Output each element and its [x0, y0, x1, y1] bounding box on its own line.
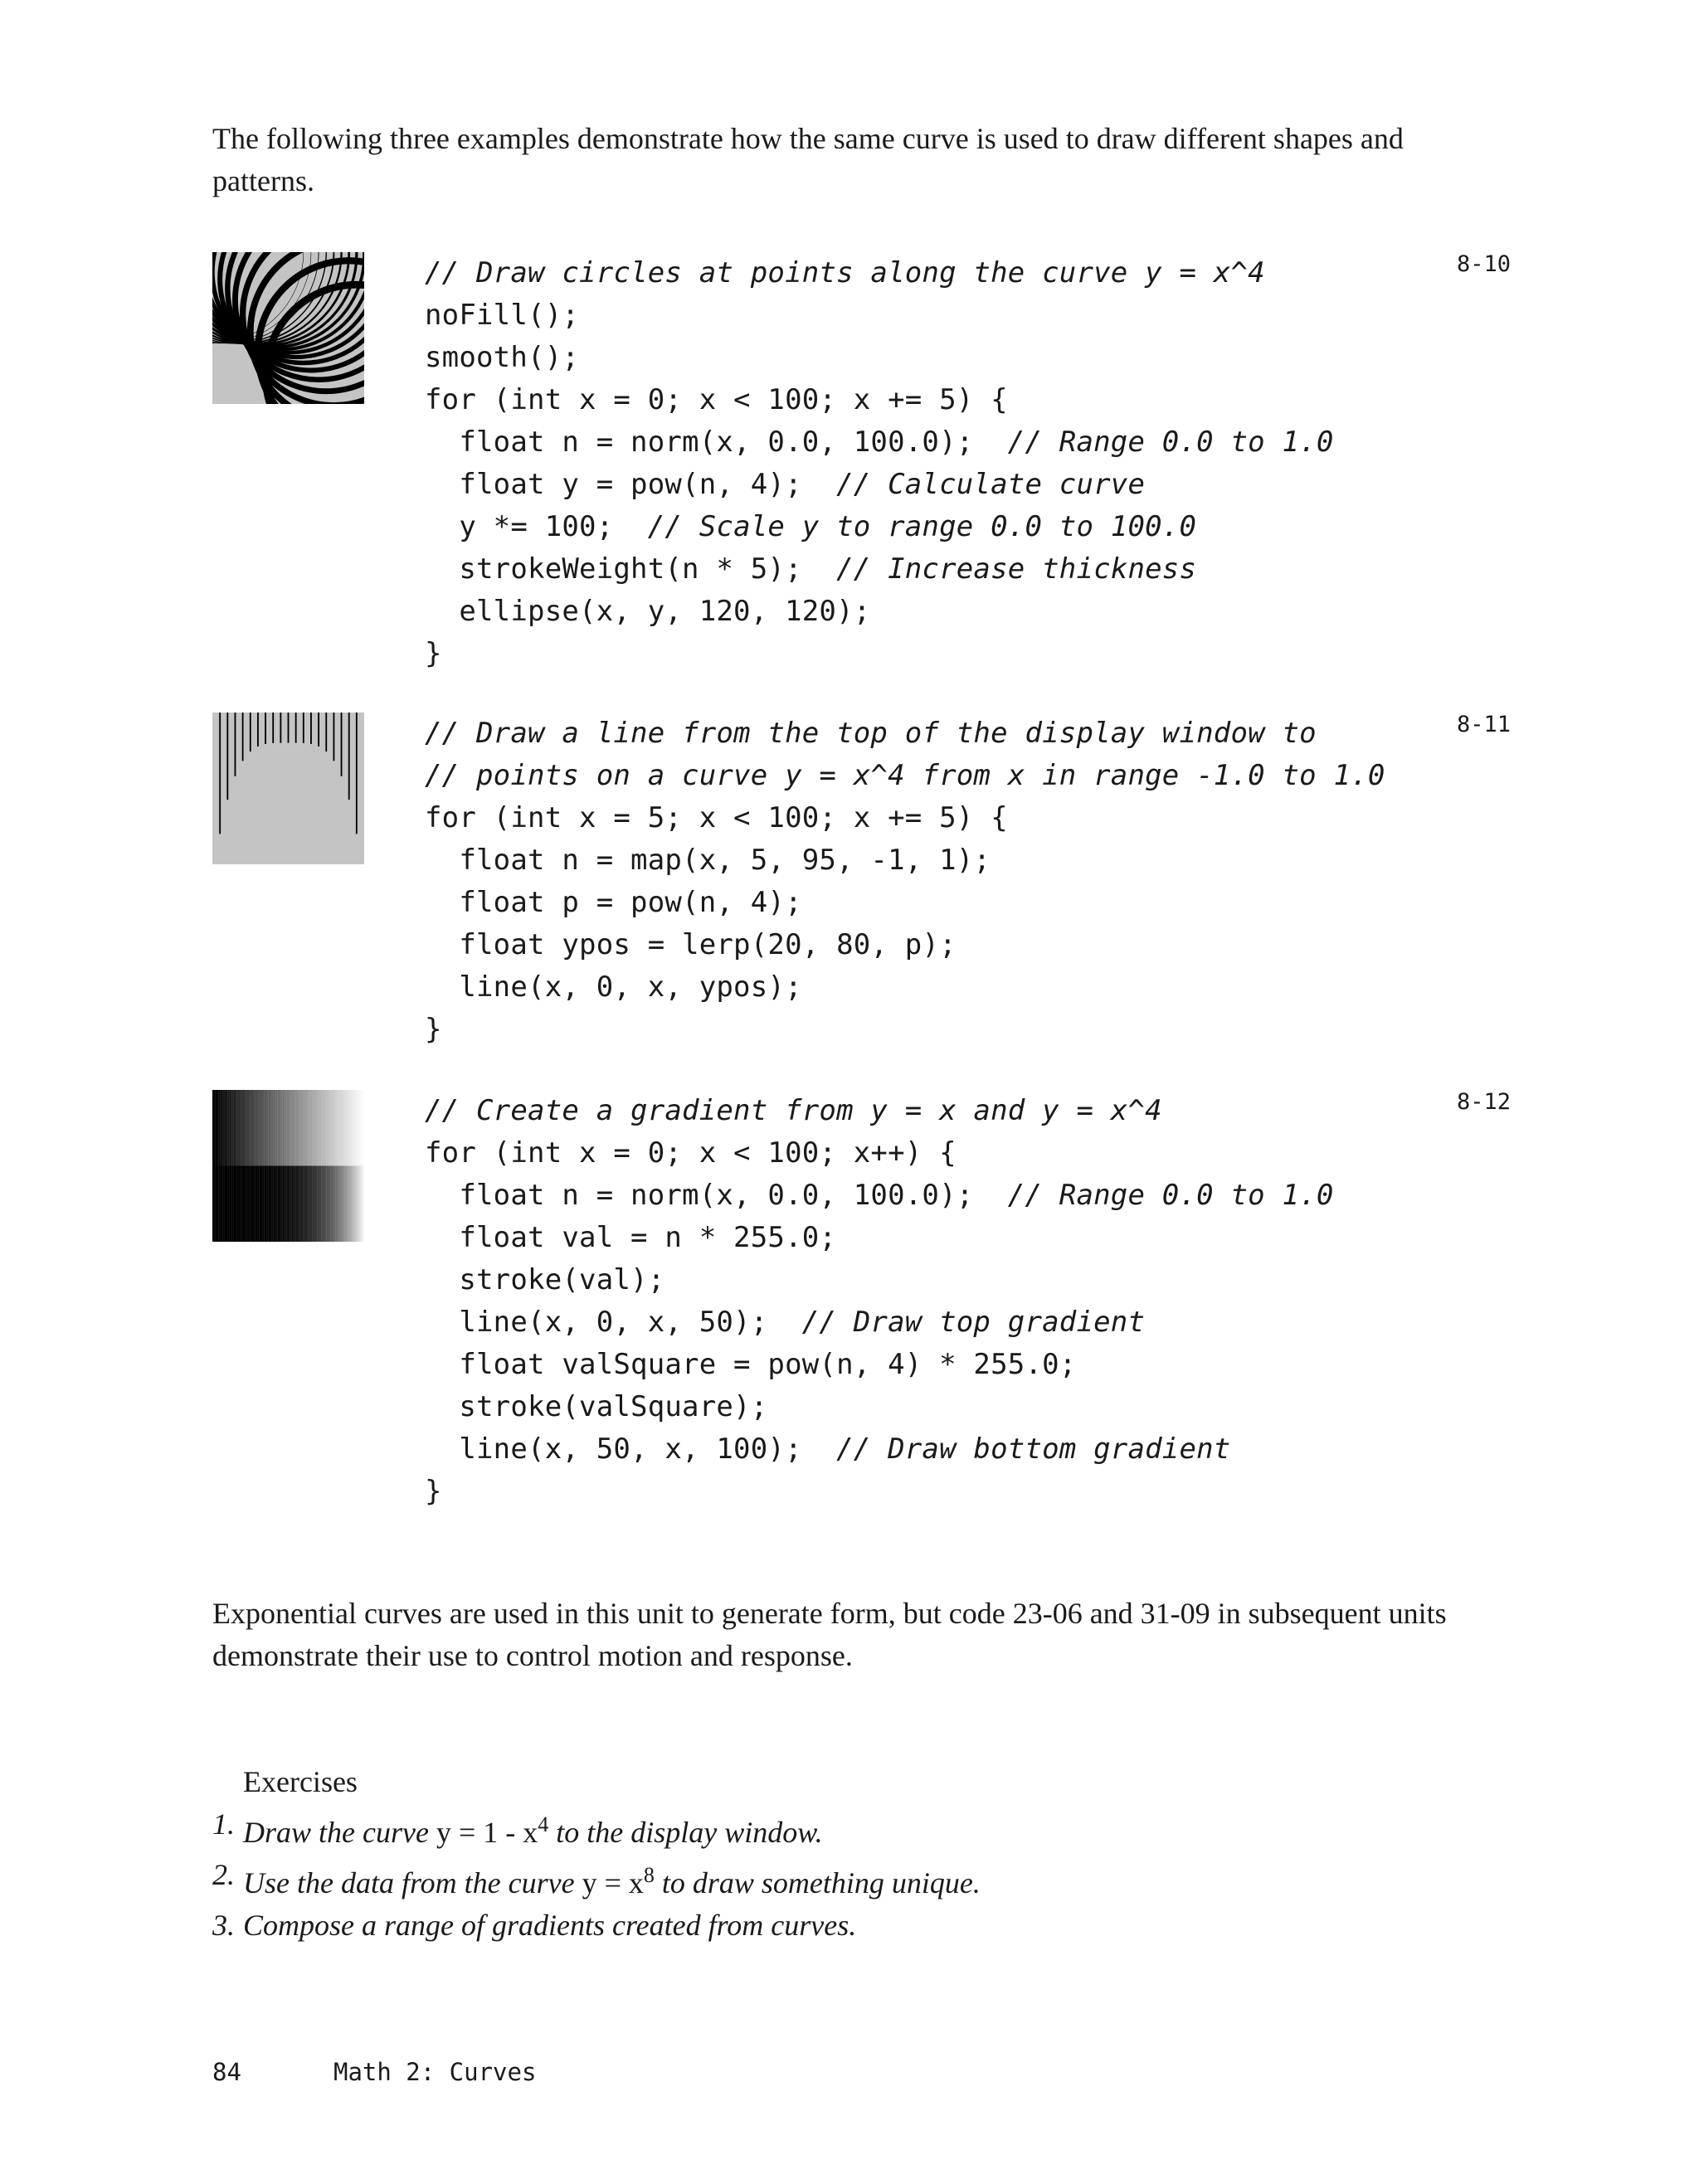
code-text: stroke(valSquare);: [425, 1390, 768, 1423]
code-comment: // Draw top gradient: [801, 1306, 1146, 1339]
code-text: line(x, 50, x, 100);: [425, 1432, 837, 1466]
code-line: [425, 633, 1334, 675]
exercise-pre: Use the data from the curve: [243, 1866, 582, 1899]
code-line: [425, 1344, 1334, 1386]
example-number: 8-11: [1457, 712, 1512, 737]
code-line: [425, 464, 1334, 506]
code-line: [425, 1090, 1334, 1132]
exercise-item: [212, 1854, 1540, 1904]
exercise-n: 2.: [212, 1858, 235, 1891]
exercise-post: to draw something unique.: [654, 1866, 981, 1899]
code-line: [425, 506, 1334, 548]
code-line: [425, 797, 1385, 839]
code-comment: // Calculate curve: [836, 468, 1146, 501]
lines-curve-thumbnail: [212, 713, 364, 864]
code-text: for (int x = 5; x < 100; x += 5) {: [425, 801, 1008, 834]
exercise-post: to the display window.: [548, 1816, 823, 1849]
exercise-sup: 4: [538, 1812, 549, 1836]
code-text: float n = map(x, 5, 95, -1, 1);: [425, 844, 991, 877]
exercises-list: [212, 1803, 1540, 1947]
example-number: 8-10: [1457, 251, 1512, 277]
exercise-formula: y = x: [582, 1866, 644, 1899]
code-comment: // Draw a line from the top of the display window to: [425, 717, 1317, 750]
code-line: [425, 294, 1334, 337]
code-text: float n = norm(x, 0.0, 100.0);: [425, 1179, 1008, 1212]
exercise-n: 1.: [212, 1807, 235, 1841]
code-line: [425, 839, 1385, 882]
code-comment: // Create a gradient from y = x and y = x^4: [425, 1094, 1162, 1127]
code-line: [425, 1301, 1334, 1344]
code-text: ellipse(x, y, 120, 120);: [425, 595, 871, 628]
code-line: [425, 1259, 1334, 1301]
code-line: [425, 1009, 1385, 1051]
code-line: [425, 548, 1334, 591]
code-text: float ypos = lerp(20, 80, p);: [425, 928, 957, 961]
code-line: [425, 882, 1385, 924]
code-comment: // Scale y to range 0.0 to 100.0: [647, 510, 1197, 543]
code-line: [425, 1132, 1334, 1175]
code-comment: // Increase thickness: [836, 552, 1197, 586]
code-text: float n = norm(x, 0.0, 100.0);: [425, 426, 1008, 459]
code-line: [425, 421, 1334, 464]
section-title: Math 2: Curves: [333, 2058, 537, 2086]
exercise-item: [212, 1904, 1540, 1947]
code-comment: // Range 0.0 to 1.0: [1007, 426, 1334, 459]
code-line: [425, 1471, 1334, 1513]
code-text: }: [425, 1475, 442, 1508]
code-line: [425, 924, 1385, 966]
code-block-8-12: [425, 1090, 1334, 1513]
code-line: [425, 1217, 1334, 1259]
code-line: [425, 379, 1334, 421]
code-text: float val = n * 255.0;: [425, 1221, 837, 1254]
code-line: [425, 1428, 1334, 1471]
code-line: [425, 337, 1334, 379]
exercises-section: [212, 1761, 1540, 1947]
code-comment: // Draw circles at points along the curve y = x^4: [425, 256, 1265, 289]
code-text: float p = pow(n, 4);: [425, 886, 802, 919]
page-number: 84: [212, 2058, 241, 2086]
code-text: noFill();: [425, 299, 580, 332]
exercise-formula: y = 1 - x: [436, 1816, 538, 1849]
code-text: line(x, 0, x, ypos);: [425, 970, 802, 1004]
exercise-pre: Compose a range of gradients created from curves.: [243, 1909, 857, 1942]
code-text: for (int x = 0; x < 100; x += 5) {: [425, 383, 1008, 416]
code-line: [425, 755, 1385, 797]
gradient-thumbnail: [212, 1090, 364, 1242]
code-comment: // Draw bottom gradient: [836, 1432, 1231, 1466]
exercise-item: [212, 1803, 1540, 1854]
code-block-8-10: [425, 252, 1334, 675]
example-number: 8-12: [1457, 1089, 1512, 1115]
code-comment: // points on a curve y = x^4 from x in range -1.0 to 1.0: [425, 759, 1385, 792]
code-line: [425, 591, 1334, 633]
code-block-8-11: [425, 713, 1385, 1051]
code-line: [425, 252, 1334, 294]
circles-curve-thumbnail: [212, 252, 364, 404]
code-text: smooth();: [425, 341, 580, 374]
intro-paragraph: The following three examples demonstrate how the same curve is used to draw different shapes and patterns.: [212, 122, 1404, 197]
code-text: y *= 100;: [425, 510, 648, 543]
code-text: strokeWeight(n * 5);: [425, 552, 837, 586]
outro-paragraph: Exponential curves are used in this unit to generate form, but code 23-06 and 31-09 in subsequent units demonstrate their use to control motion and response.: [212, 1597, 1447, 1672]
code-line: [425, 1175, 1334, 1217]
exercise-n: 3.: [212, 1909, 235, 1942]
code-text: float valSquare = pow(n, 4) * 255.0;: [425, 1348, 1077, 1381]
code-text: line(x, 0, x, 50);: [425, 1306, 802, 1339]
exercise-sup: 8: [643, 1863, 655, 1887]
code-text: float y = pow(n, 4);: [425, 468, 837, 501]
code-text: for (int x = 0; x < 100; x++) {: [425, 1136, 957, 1170]
code-line: [425, 713, 1385, 755]
code-line: [425, 1386, 1334, 1428]
exercise-pre: Draw the curve: [243, 1816, 436, 1849]
code-line: [425, 966, 1385, 1009]
code-text: }: [425, 637, 442, 670]
code-comment: // Range 0.0 to 1.0: [1007, 1179, 1334, 1212]
exercises-title: Exercises: [243, 1765, 358, 1798]
code-text: }: [425, 1013, 442, 1046]
code-text: stroke(val);: [425, 1263, 665, 1296]
